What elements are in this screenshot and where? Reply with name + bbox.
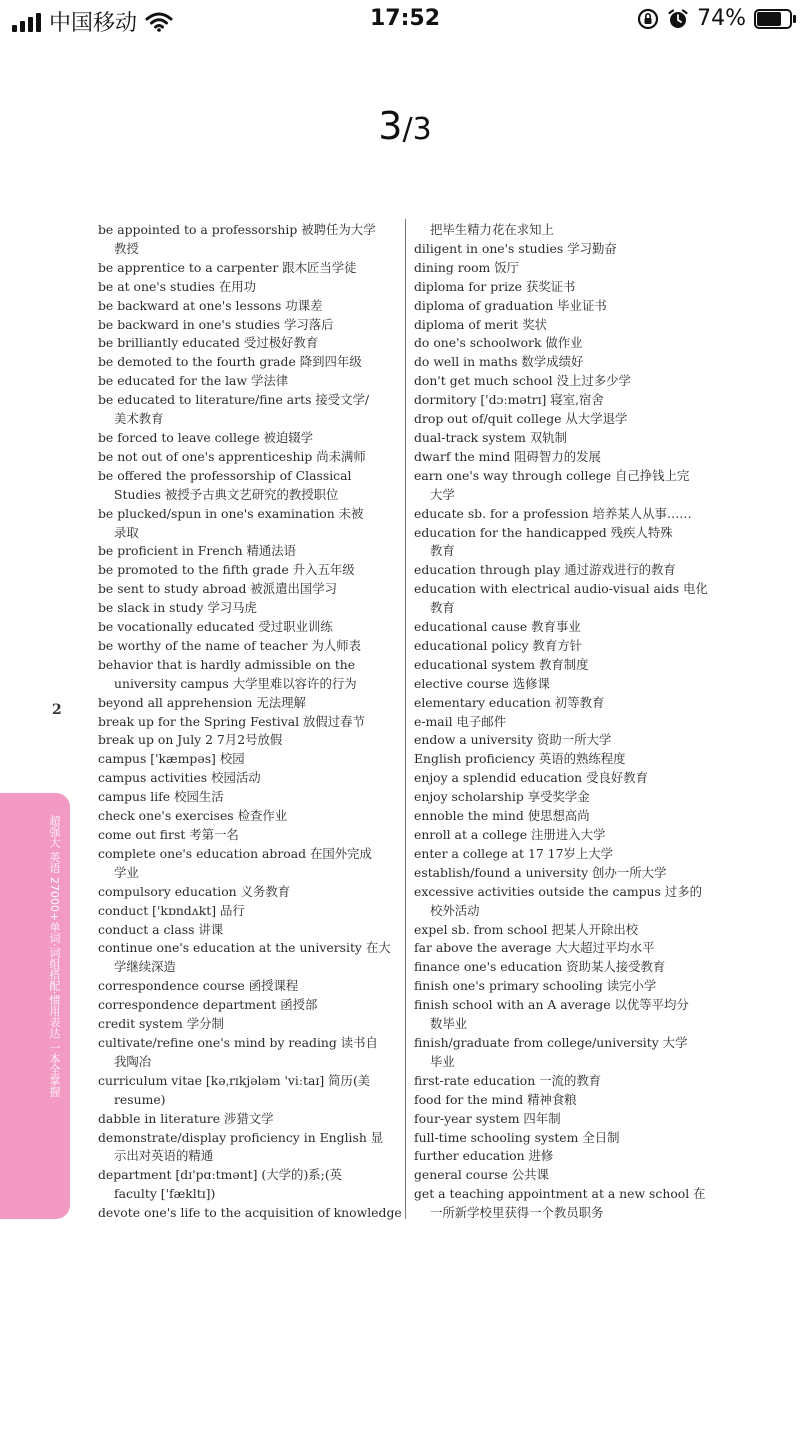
dictionary-line: diploma of merit 奖状 [414, 316, 547, 332]
dictionary-line: conduct ['kɒndʌkt] 品行 [98, 902, 245, 918]
dictionary-line: 数毕业 [430, 1016, 468, 1032]
dictionary-line: curriculum vitae [kəˌrɪkjələm 'viːtaɪ] 简历(美 [98, 1072, 371, 1088]
dictionary-line: do one's schoolwork 做作业 [414, 335, 583, 351]
dictionary-line: excessive activities outside the campus 过多的 [414, 883, 702, 899]
dictionary-line: conduct a class 讲课 [98, 921, 224, 937]
dictionary-line: be sent to study abroad 被派遣出国学习 [98, 581, 338, 597]
dictionary-line: campus activities 校园活动 [98, 770, 261, 786]
dictionary-line: Studies 被授予古典文艺研究的教授职位 [114, 486, 339, 502]
dictionary-line: 教育 [430, 600, 455, 616]
page-indicator [0, 104, 810, 148]
dictionary-line: be educated for the law 学法律 [98, 373, 289, 389]
dictionary-line: educational system 教育制度 [414, 656, 589, 672]
dictionary-line: 毕业 [430, 1053, 455, 1069]
dictionary-line: be worthy of the name of teacher 为人师表 [98, 637, 362, 653]
dictionary-line: finish/graduate from college/university 大学 [414, 1034, 688, 1050]
dictionary-line: educational cause 教育事业 [414, 619, 581, 635]
dictionary-line: be forced to leave college 被迫辍学 [98, 429, 314, 445]
dictionary-line: break up on July 2 7月2号放假 [98, 732, 283, 748]
dictionary-line: elementary education 初等教育 [414, 694, 605, 710]
dictionary-line: 大学 [430, 486, 455, 502]
dictionary-line: be at one's studies 在用功 [98, 278, 256, 294]
dictionary-line: dual-track system 双轨制 [414, 429, 568, 445]
dictionary-line: further education 进修 [414, 1148, 554, 1164]
status-bar [0, 0, 810, 40]
dictionary-line: 学业 [114, 864, 139, 880]
side-tab-text: 超强大 英语 27000+单词·词组搭配·惯用表达 一本全掌握 [48, 815, 61, 1097]
dictionary-line: faculty ['fækltɪ]) [114, 1186, 216, 1202]
dictionary-line: do well in maths 数学成绩好 [414, 354, 584, 370]
dictionary-line: 我陶冶 [114, 1053, 152, 1069]
right-column [414, 221, 714, 1223]
dictionary-line: be slack in study 学习马虎 [98, 600, 257, 616]
dictionary-line: general course 公共课 [414, 1167, 549, 1183]
dictionary-line: be educated to literature/fine arts 接受文学/ [98, 392, 370, 408]
dictionary-line: establish/found a university 创办一所大学 [414, 864, 667, 880]
dictionary-line: be offered the professorship of Classical [98, 467, 352, 483]
battery-icon [754, 9, 798, 29]
dictionary-line: resume) [114, 1091, 166, 1107]
dictionary-line: 示出对英语的精通 [114, 1148, 214, 1164]
dictionary-line: enjoy a splendid education 受良好教育 [414, 770, 649, 786]
dictionary-line: finish school with an A average 以优等平均分 [414, 997, 689, 1013]
dictionary-line: food for the mind 精神食粮 [414, 1091, 577, 1107]
dictionary-line: cultivate/refine one's mind by reading 读书自 [98, 1034, 378, 1050]
dictionary-line: be vocationally educated 受过职业训练 [98, 619, 333, 635]
dictionary-line: correspondence department 函授部 [98, 997, 318, 1013]
dictionary-line: continue one's education at the university 在大 [98, 940, 391, 956]
dictionary-line: full-time schooling system 全日制 [414, 1129, 620, 1145]
dictionary-line: 录取 [114, 524, 139, 540]
dictionary-line: campus life 校园生活 [98, 789, 224, 805]
dictionary-line: be brilliantly educated 受过极好教育 [98, 335, 319, 351]
column-divider [405, 219, 406, 1219]
dictionary-line: first-rate education 一流的教育 [414, 1072, 602, 1088]
dictionary-line: be appointed to a professorship 被聘任为大学 [98, 222, 376, 237]
dictionary-line: enter a college at 17 17岁上大学 [414, 845, 614, 861]
dictionary-line: be apprentice to a carpenter 跟木匠当学徒 [98, 259, 357, 275]
dictionary-line: 学继续深造 [114, 959, 176, 975]
dictionary-line: dwarf the mind 阻碍智力的发展 [414, 448, 601, 464]
dictionary-line: campus ['kæmpəs] 校园 [98, 751, 245, 767]
dictionary-line: demonstrate/display proficiency in English 显 [98, 1129, 384, 1145]
dictionary-line: beyond all apprehension 无法理解 [98, 694, 306, 710]
dictionary-line: compulsory education 义务教育 [98, 883, 291, 899]
dictionary-line: enroll at a college 注册进入大学 [414, 827, 606, 842]
battery-percent: 74% [697, 6, 746, 31]
dictionary-line: dabble in literature 涉猎文学 [98, 1110, 274, 1126]
dictionary-line: 一所新学校里获得一个教员职务 [430, 1205, 604, 1221]
dictionary-line: dining room 饭厅 [414, 259, 519, 275]
dictionary-line: English proficiency 英语的熟练程度 [414, 751, 626, 767]
dictionary-line: dormitory ['dɔːmətrɪ] 寝室,宿舍 [414, 392, 604, 408]
orientation-lock-icon [637, 8, 659, 30]
dictionary-line: get a teaching appointment at a new school 在 [414, 1186, 706, 1202]
dictionary-line: be demoted to the fourth grade 降到四年级 [98, 354, 362, 370]
dictionary-line: education for the handicapped 残疾人特殊 [414, 524, 673, 540]
document-page[interactable] [0, 205, 810, 1235]
dictionary-line: education through play 通过游戏进行的教育 [414, 562, 676, 578]
dictionary-line: 校外活动 [430, 902, 480, 918]
dictionary-line: be plucked/spun in one's examination 未被 [98, 505, 364, 521]
total-pages: /3 [402, 112, 432, 147]
dictionary-line: four-year system 四年制 [414, 1110, 561, 1126]
dictionary-line: university campus 大学里难以容许的行为 [114, 675, 357, 691]
dictionary-line: diploma of graduation 毕业证书 [414, 297, 607, 313]
dictionary-line: 教授 [114, 240, 139, 256]
dictionary-line: educational policy 教育方针 [414, 637, 582, 653]
dictionary-line: be not out of one's apprenticeship 尚未满师 [98, 448, 366, 464]
dictionary-line: be proficient in French 精通法语 [98, 543, 297, 559]
dictionary-line: 美术教育 [114, 411, 164, 427]
dictionary-line: correspondence course 函授课程 [98, 978, 299, 994]
carrier-name: 中国移动 [49, 11, 138, 36]
dictionary-line: don't get much school 没上过多少学 [414, 373, 631, 389]
dictionary-line: earn one's way through college 自己挣钱上完 [414, 467, 690, 483]
dictionary-line: educate sb. for a profession 培养某人从事…… [414, 505, 692, 521]
dictionary-line: finish one's primary schooling 读完小学 [414, 978, 657, 994]
dictionary-line: drop out of/quit college 从大学退学 [414, 411, 628, 427]
status-time: 17:52 [369, 6, 441, 31]
dictionary-line: be backward in one's studies 学习落后 [98, 316, 334, 332]
dictionary-line: come out first 考第一名 [98, 827, 239, 842]
dictionary-line: break up for the Spring Festival 放假过春节 [98, 713, 365, 729]
page-number: 2 [52, 702, 62, 718]
left-column [98, 221, 402, 1223]
dictionary-line: education with electrical audio-visual aids 电化 [414, 581, 708, 597]
dictionary-line: complete one's education abroad 在国外完成 [98, 845, 372, 861]
current-page: 3 [378, 104, 403, 148]
dictionary-line: check one's exercises 检查作业 [98, 808, 288, 824]
dictionary-line: be backward at one's lessons 功课差 [98, 297, 323, 313]
dictionary-line: ennoble the mind 使思想高尚 [414, 808, 590, 824]
dictionary-line: endow a university 资助一所大学 [414, 732, 612, 748]
dictionary-line: diligent in one's studies 学习勤奋 [414, 240, 617, 256]
status-bar-right [637, 6, 798, 31]
dictionary-line: diploma for prize 获奖证书 [414, 278, 576, 294]
dictionary-line: department [dɪ'pɑːtmənt] (大学的)系;(英 [98, 1167, 343, 1183]
dictionary-line: credit system 学分制 [98, 1016, 224, 1032]
dictionary-line: expel sb. from school 把某人开除出校 [414, 921, 639, 937]
dictionary-line: e-mail 电子邮件 [414, 713, 507, 729]
dictionary-line: finance one's education 资助某人接受教育 [414, 959, 666, 975]
dictionary-line: enjoy scholarship 享受奖学金 [414, 789, 590, 805]
dictionary-line: be promoted to the fifth grade 升入五年级 [98, 562, 355, 578]
dictionary-line: 把毕生精力花在求知上 [430, 222, 554, 237]
dictionary-line: elective course 选修课 [414, 675, 550, 691]
dictionary-line: behavior that is hardly admissible on the [98, 656, 356, 672]
dictionary-line: 教育 [430, 543, 455, 559]
dictionary-line: far above the average 大大超过平均水平 [414, 940, 655, 956]
alarm-icon [667, 8, 689, 30]
dictionary-line: devote one's life to the acquisition of knowledge [98, 1205, 402, 1221]
